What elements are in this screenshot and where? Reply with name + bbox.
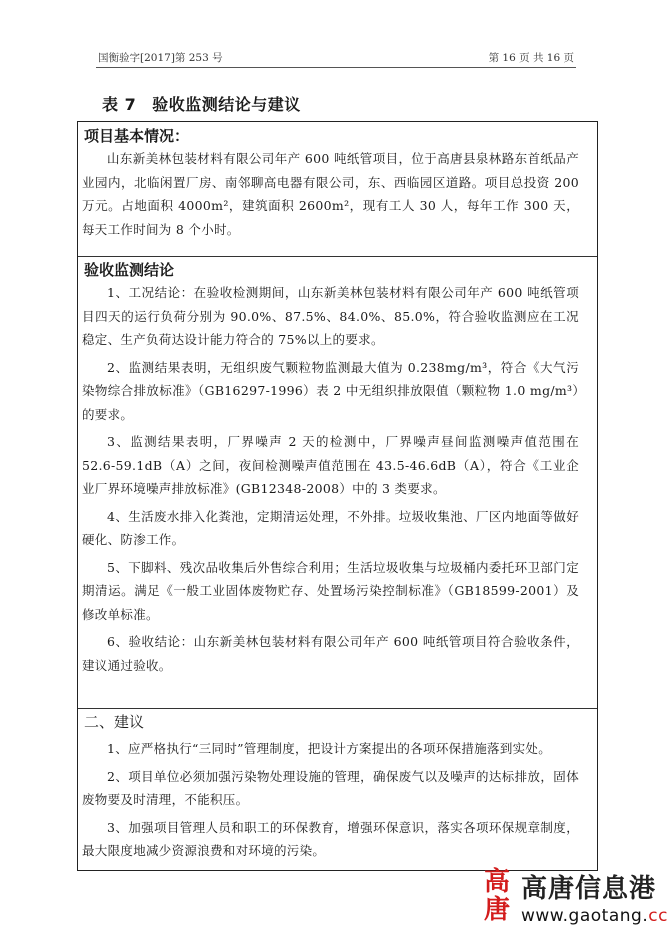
table-title	[102, 92, 301, 115]
conclusion-table	[77, 121, 598, 871]
conclusions-section	[78, 259, 597, 677]
header-rule	[96, 67, 576, 68]
conclusion-item: 3、监测结果表明，厂界噪声 2 天的检测中，厂界噪声昼间监测噪声值范围在 52.6-59.1dB（A）之间，夜间检测噪声值范围在 43.5-46.6dB（A），符合《工业企业厂界环境噪声排放标准》(GB12348-2008）中的 3 类要求。	[82, 434, 579, 496]
watermark-url	[521, 906, 668, 926]
basic-info-body: 山东新美林包装材料有限公司年产 600 吨纸管项目，位于高唐县泉林路东首纸品产业园内，北临闲置厂房、南邻聊高电器有限公司，东、西临园区道路。项目总投资 200 万元。占地面积 4000m²，建筑面积 2600m²，现有工人 30 人，每年工作 300 天，每天工作时间为 8 个小时。	[82, 151, 579, 237]
watermark-site-name: 高唐信息港	[521, 874, 657, 904]
conclusion-item: 2、监测结果表明，无组织废气颗粒物监测最大值为 0.238mg/m³，符合《大气污染物综合排放标准》（GB16297-1996）表 2 中无组织排放限值（颗粒物 1.0 mg/m³）的要求。	[82, 359, 579, 422]
table-title-text: 验收监测结论与建议	[152, 95, 301, 114]
suggestion-item: 3、加强项目管理人员和职工的环保教育，增强环保意识，落实各项环保规章制度，最大限度地减少资源浪费和对环境的污染。	[82, 819, 579, 858]
conclusion-item: 4、生活废水排入化粪池，定期清运处理，不外排。垃圾收集池、厂区内地面等做好硬化、防渗工作。	[82, 508, 579, 547]
conclusions-heading: 验收监测结论	[84, 261, 175, 279]
watermark-seal: 高唐	[483, 867, 510, 925]
conclusion-item: 1、工况结论：在验收检测期间，山东新美林包装材料有限公司年产 600 吨纸管项目四天的运行负荷分别为 90.0%、87.5%、84.0%、85.0%，符合验收监测应在工况稳定、生产负荷达设计能力符合的 75%以上的要求。	[82, 285, 579, 347]
section-divider	[78, 256, 597, 257]
suggestion-item: 1、应严格执行“三同时”管理制度，把设计方案提出的各项环保措施落到实处。	[107, 741, 552, 756]
conclusion-item: 5、下脚料、残次品收集后外售综合利用；生活垃圾收集与垃圾桶内委托环卫部门定期清运。满足《一般工业固体废物贮存、处置场污染控制标准》（GB18599-2001）及修改单标准。	[82, 559, 579, 622]
basic-info-heading: 项目基本情况：	[84, 127, 190, 145]
document-number: 国衡验字[2017]第 253 号	[98, 52, 223, 64]
watermark-url-main: www.gaotang.	[521, 906, 649, 926]
page-info: 第 16 页 共 16 页	[488, 52, 574, 64]
watermark-url-tld: cc	[648, 906, 668, 926]
basic-info-section	[78, 125, 597, 241]
suggestions-section	[78, 711, 597, 863]
suggestions-heading: 二、建议	[84, 713, 145, 731]
suggestion-item: 2、项目单位必须加强污染物处理设施的管理，确保废气以及噪声的达标排放，固体废物要及时清理，不能积压。	[82, 768, 579, 807]
table-number: 表 7	[102, 95, 137, 114]
conclusion-item: 6、验收结论：山东新美林包装材料有限公司年产 600 吨纸管项目符合验收条件，建议通过验收。	[82, 634, 579, 673]
site-watermark	[477, 868, 667, 930]
section-divider	[78, 708, 597, 709]
